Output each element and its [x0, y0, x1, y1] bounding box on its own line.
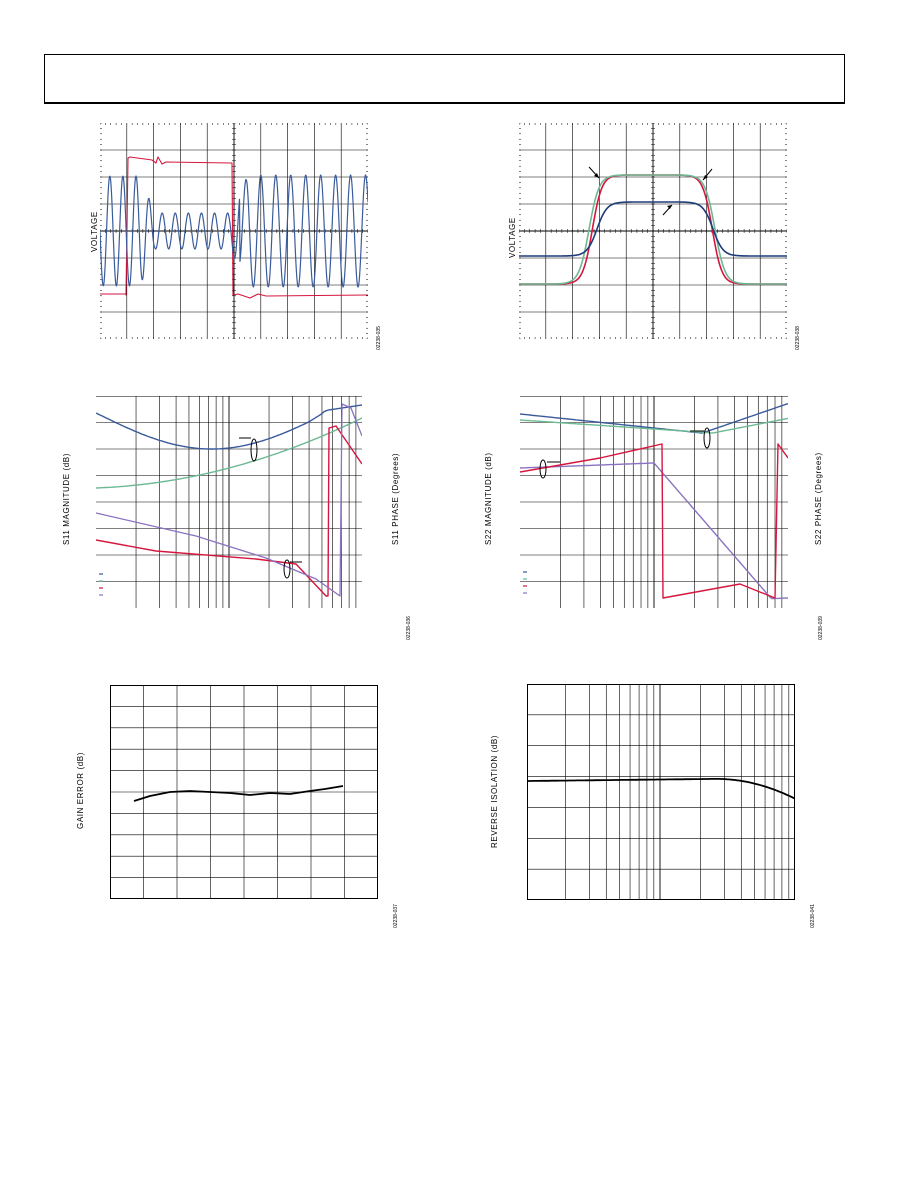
s11-plot [96, 396, 362, 608]
gain-error-axis-label: GAIN ERROR (dB) [76, 751, 85, 829]
burst-response-chart [100, 123, 368, 339]
arrowhead [703, 175, 708, 180]
s22-figure-number: 02238-039 [818, 616, 824, 640]
series-marker-ellipse [251, 439, 257, 461]
reverse-isolation-figure-number: 02238-041 [810, 904, 816, 928]
s11-phase-axis-label: S11 PHASE (Degrees) [391, 452, 400, 545]
pulse-response-plot [519, 123, 787, 339]
pulse-voltage-axis-label: VOLTAGE [508, 217, 517, 258]
s22-magnitude-axis-label: S22 MAGNITUDE (dB) [484, 452, 493, 545]
pulse-response-chart [519, 123, 787, 339]
gain-error-trace [134, 786, 343, 801]
gain-error-figure-number: 02238-037 [393, 904, 399, 928]
legend-box [97, 568, 209, 607]
gain-error-chart [110, 685, 378, 899]
burst-response-plot [100, 123, 368, 339]
s11-magnitude-axis-label: S11 MAGNITUDE (dB) [62, 453, 71, 545]
reverse-isolation-chart [527, 684, 795, 900]
s11-chart [96, 396, 362, 608]
pulse-figure-number: 02238-038 [795, 326, 801, 350]
s22-plot [520, 396, 788, 608]
arrowhead [667, 205, 672, 209]
reverse-isolation-plot [527, 684, 795, 900]
reverse-isolation-trace [527, 779, 795, 799]
reverse-isolation-axis-label: REVERSE ISOLATION (dB) [490, 734, 499, 848]
s22-phase-axis-label: S22 PHASE (Degrees) [814, 452, 823, 545]
burst-voltage-axis-label: VOLTAGE [90, 211, 99, 252]
gain-error-plot [110, 685, 378, 899]
page-header [44, 54, 845, 104]
s11-figure-number: 02238-036 [406, 616, 412, 640]
s22-chart [520, 396, 788, 608]
burst-figure-number: 02238-035 [376, 326, 382, 350]
